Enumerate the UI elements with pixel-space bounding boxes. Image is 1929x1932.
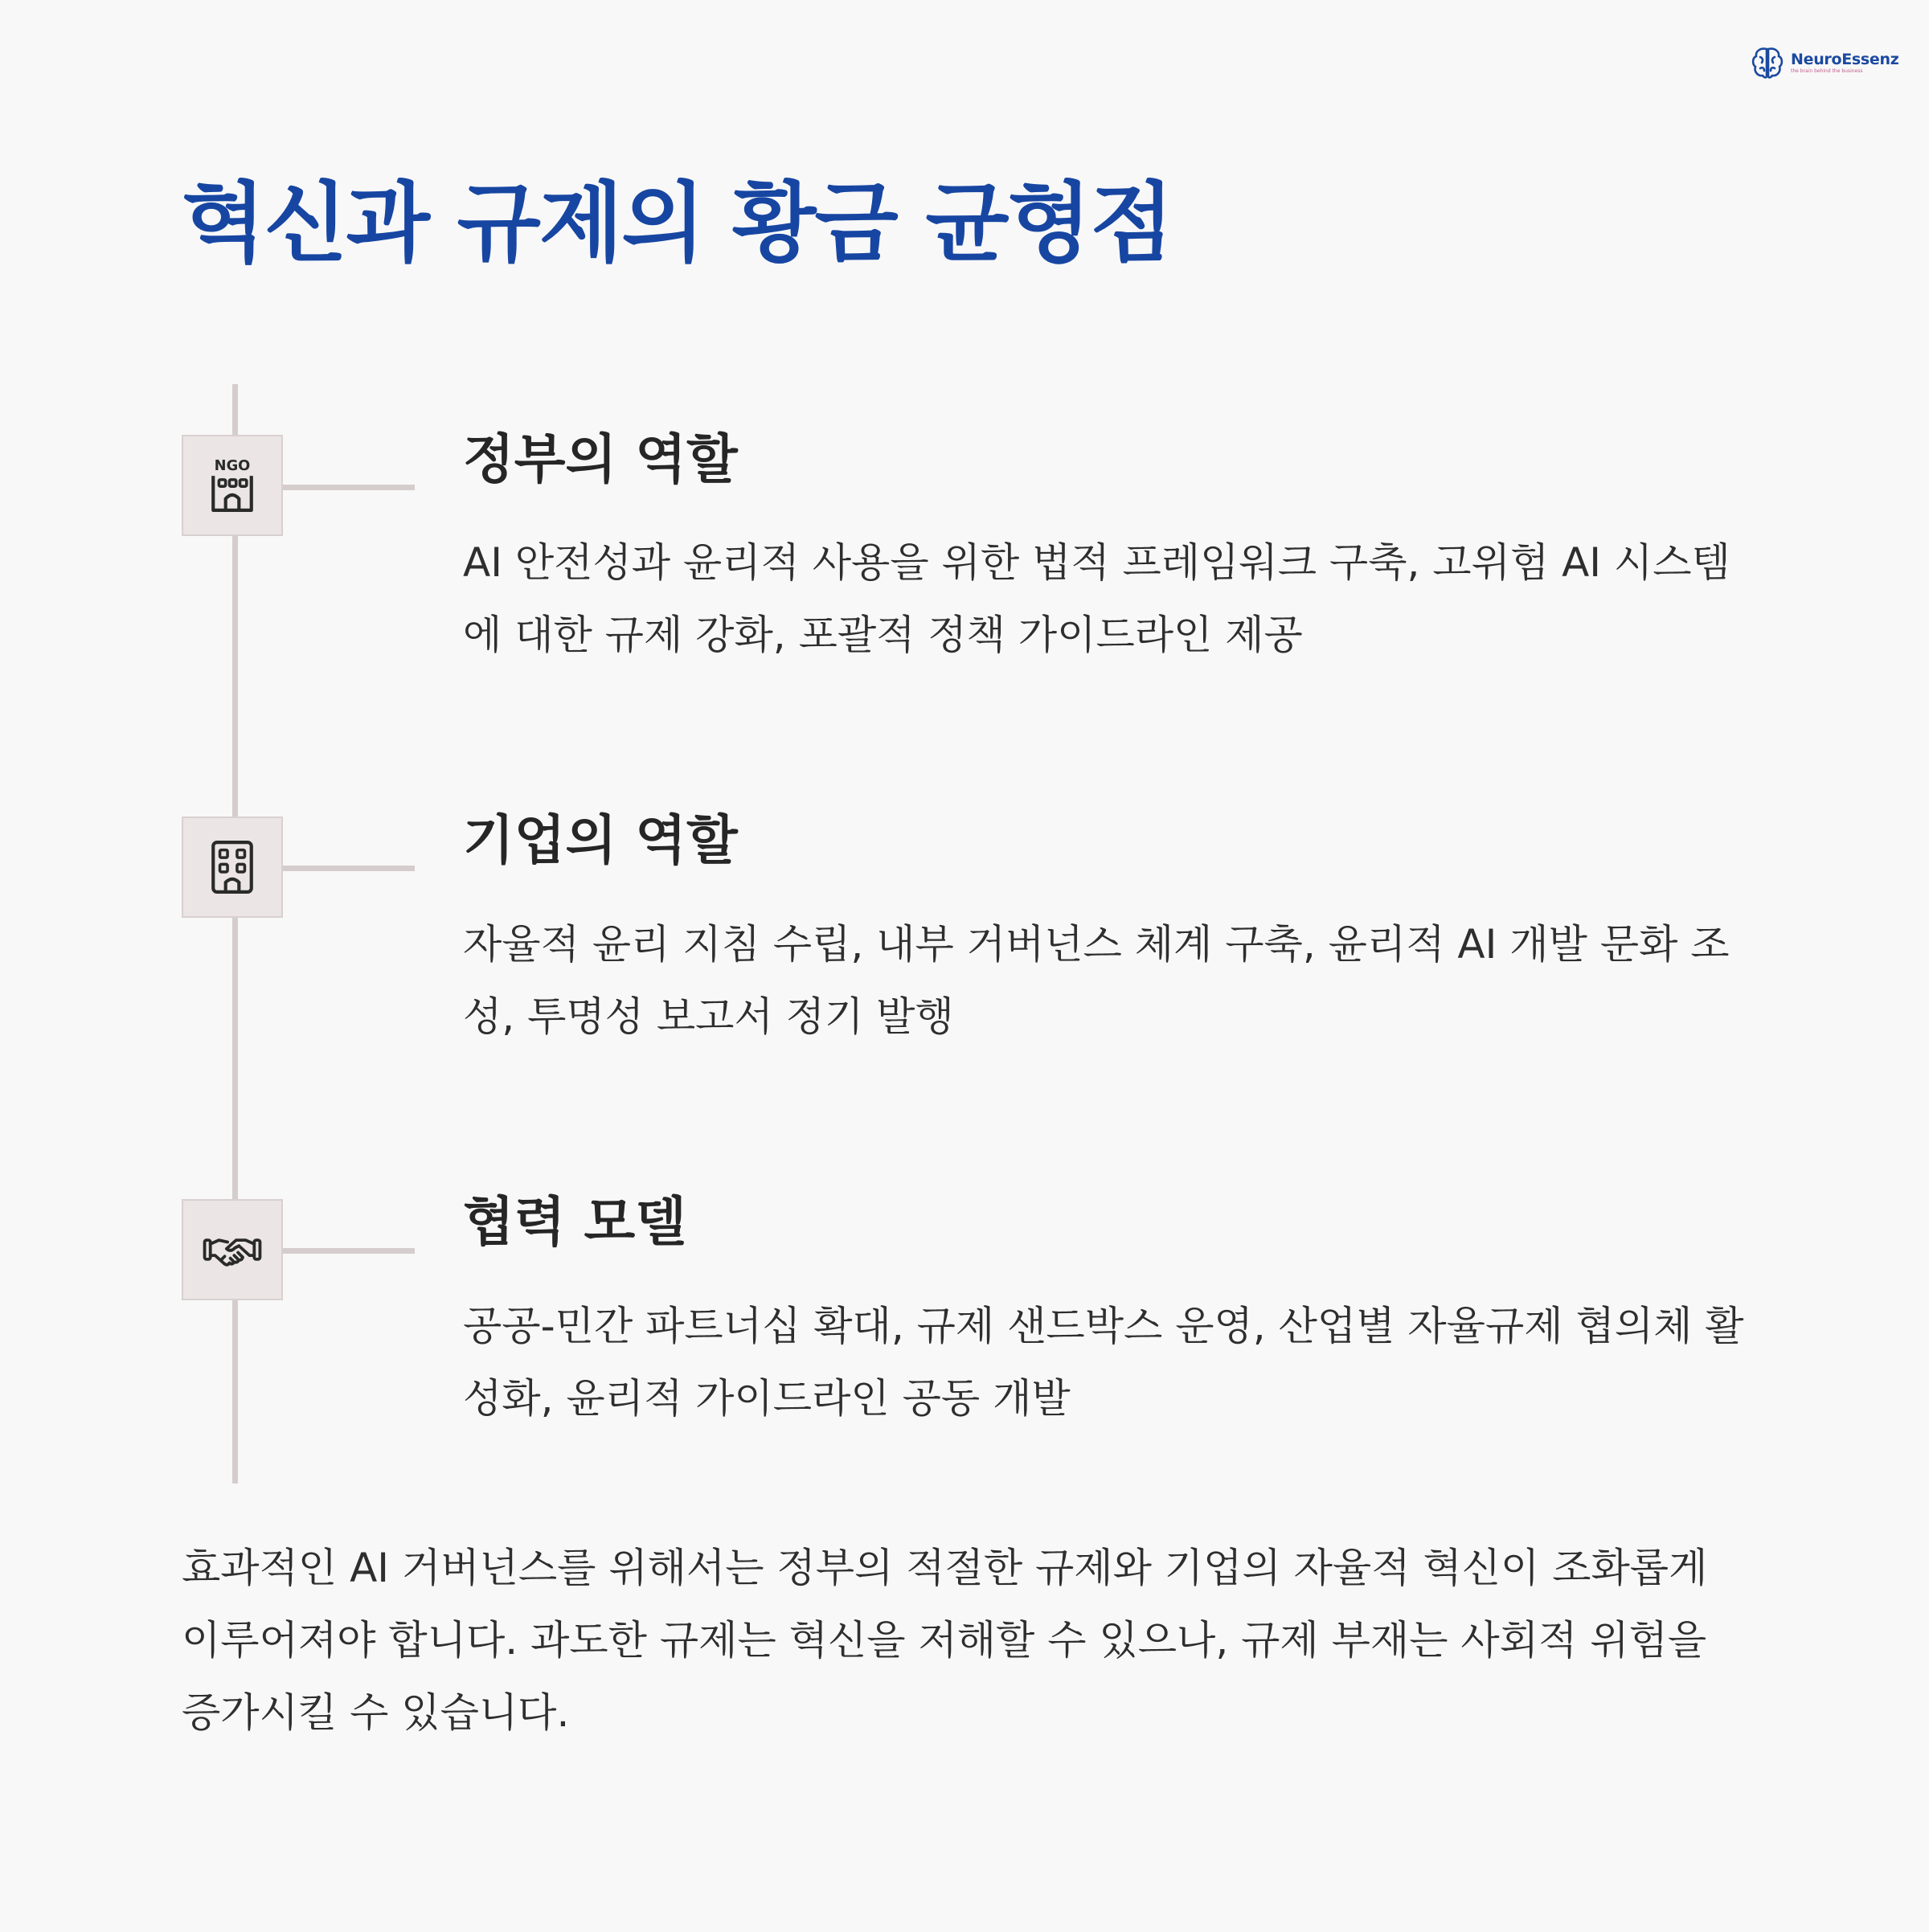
- handshake-icon: [202, 1219, 263, 1280]
- brand-logo: [1749, 43, 1899, 82]
- item-description: 자율적 윤리 지침 수립, 내부 거버넌스 체계 구축, 윤리적 AI 개발 문화 조성, 투명성 보고서 정기 발행: [463, 921, 1730, 1040]
- office-building-icon: [202, 837, 263, 898]
- brand-tagline: the brain behind the business: [1791, 68, 1863, 74]
- item-title: 협력 모델: [463, 1191, 687, 1253]
- svg-text:NGO: NGO: [214, 457, 251, 474]
- page-title: 혁신과 규제의 황금 균형점: [182, 174, 1173, 274]
- timeline-connector: [283, 1248, 415, 1254]
- brand-name: NeuroEssenz: [1791, 50, 1899, 68]
- timeline-icon-box: [182, 1199, 283, 1300]
- timeline-line: [232, 384, 238, 1484]
- item-description: AI 안전성과 윤리적 사용을 위한 법적 프레임워크 구축, 고위험 AI 시스템에 대한 규제 강화, 포괄적 정책 가이드라인 제공: [463, 539, 1730, 658]
- timeline-icon-box: [182, 817, 283, 918]
- ngo-building-icon: [202, 455, 263, 516]
- summary-text: 효과적인 AI 거버넌스를 위해서는 정부의 적절한 규제와 기업의 자율적 혁신이 조화롭게 이루어져야 합니다. 과도한 규제는 혁신을 저해할 수 있으나, 규제 부재는 사회적 위험을 증가시킬 수 있습니다.: [182, 1545, 1708, 1736]
- timeline-icon-box: [182, 435, 283, 536]
- brain-icon: [1749, 44, 1786, 81]
- timeline-connector: [283, 866, 415, 871]
- timeline-connector: [283, 485, 415, 490]
- item-title: 정부의 역할: [463, 428, 738, 490]
- item-title: 기업의 역할: [463, 809, 738, 871]
- item-description: 공공-민간 파트너십 확대, 규제 샌드박스 운영, 산업별 자율규제 협의체 활성화, 윤리적 가이드라인 공동 개발: [463, 1303, 1744, 1422]
